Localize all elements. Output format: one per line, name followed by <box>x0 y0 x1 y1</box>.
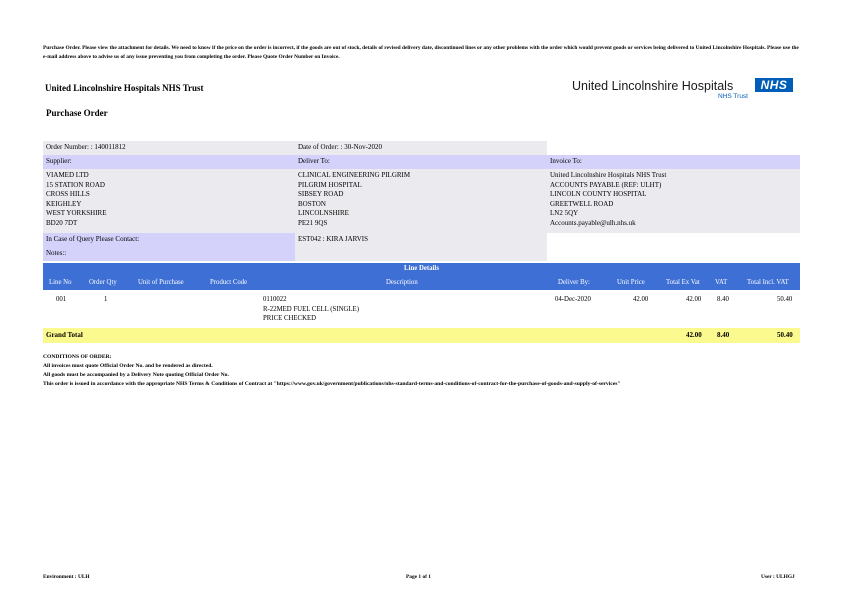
line-details-header <box>43 263 800 290</box>
col-total-incl-vat: Total Incl. VAT <box>747 279 789 286</box>
total-incl-vat: 50.40 <box>777 296 793 303</box>
condition-line: All goods must be accompanied by a Delivery Note quoting Official Order No. <box>43 372 229 378</box>
col-unit-price: Unit Price <box>617 279 645 286</box>
col-total-ex-vat: Total Ex Vat <box>666 279 700 286</box>
footer-page-number: Page 1 of 1 <box>406 574 432 580</box>
order-number: Order Number: : 140011812 <box>43 141 295 155</box>
condition-line: All invoices must quote Official Order No. and be rendered as directed. <box>43 363 213 369</box>
document-title: Purchase Order <box>46 108 108 118</box>
grand-total-ex-vat: 42.00 <box>686 331 702 339</box>
notes-label: Notes:: <box>43 247 295 261</box>
address-line: CLINICAL ENGINEERING PILGRIM <box>298 171 411 179</box>
line-no: 001 <box>56 296 67 303</box>
col-description: Description <box>386 279 418 286</box>
query-contact-label: In Case of Query Please Contact: <box>43 233 295 247</box>
nhs-trust-logo <box>572 77 796 103</box>
address-line: ACCOUNTS PAYABLE (REF: ULHT) <box>550 180 662 189</box>
address-line: 15 STATION ROAD <box>46 180 105 189</box>
footer-environment: Environment : ULH <box>43 574 90 580</box>
grand-total-row <box>43 328 800 343</box>
trust-name: United Lincolnshire Hospitals NHS Trust <box>45 83 204 93</box>
supplier-address <box>43 169 295 233</box>
address-line: PILGRIM HOSPITAL <box>298 180 362 189</box>
address-line: LN2 5QY <box>550 209 579 218</box>
deliver-to-address <box>295 169 547 233</box>
total-ex-vat: 42.00 <box>686 296 702 303</box>
line-details-caption: Line Details <box>404 265 439 272</box>
query-contact-value: EST042 : KIRA JARVIS <box>295 233 547 261</box>
col-line-no: Line No <box>49 279 72 286</box>
address-line: KEIGHLEY <box>46 199 82 208</box>
condition-line: This order is issued in accordance with the appropriate NHS Terms & Conditions of Contract at "https://www.gov.uk/government/publications/nhs-standard-terms-and-conditions-of-contract-for-the-purchase-of-goods-and-supply-of-services" <box>43 381 621 387</box>
col-deliver-by: Deliver By: <box>558 279 590 286</box>
unit-price: 42.00 <box>633 296 649 303</box>
col-vat: VAT <box>715 279 728 286</box>
address-line: LINCOLNSHIRE <box>298 209 349 218</box>
logo-text: United Lincolnshire Hospitals <box>572 79 734 93</box>
col-order-qty: Order Qty <box>89 279 117 286</box>
deliver-to-heading: Deliver To: <box>295 155 547 169</box>
conditions-of-order <box>43 353 803 389</box>
supplier-heading: Supplier: <box>43 155 295 169</box>
address-line: GREETWELL ROAD <box>550 199 614 208</box>
invoice-to-address <box>547 169 800 233</box>
address-line: VIAMED LTD <box>46 171 89 179</box>
logo-subtitle: NHS Trust <box>718 93 748 100</box>
vat-amount: 8.40 <box>717 296 729 303</box>
grand-total-label: Grand Total <box>46 331 83 339</box>
address-line: LINCOLN COUNTY HOSPITAL <box>550 190 647 199</box>
address-line: WEST YORKSHIRE <box>46 209 107 218</box>
address-line: United Lincolnshire Hospitals NHS Trust <box>550 171 667 179</box>
product-code: 0110022 <box>263 296 287 303</box>
product-note: PRICE CHECKED <box>263 315 317 322</box>
col-product-code: Product Code <box>210 279 248 286</box>
nhs-logo-icon: NHS <box>755 78 793 92</box>
grand-total-vat: 8.40 <box>717 331 730 339</box>
order-qty: 1 <box>104 296 108 303</box>
invoice-to-heading: Invoice To: <box>547 155 800 169</box>
address-line: SIBSEY ROAD <box>298 190 344 199</box>
order-notice: Purchase Order. Please view the attachment for details. We need to know if the price on the order is incorrect, if the goods are out of stock, details of revised delivery date, discontinued lines or any other problems with the order which would prevent goods or services being delivered to United Lincolnshire Hospitals. Please use the e-mail address above to advise us of any issue preventing you from completing the order. Please Quote Order Number on Invoice. <box>43 45 799 60</box>
grand-total-incl-vat: 50.40 <box>777 331 793 339</box>
deliver-by-date: 04-Dec-2020 <box>555 296 591 303</box>
address-line: PE21 9QS <box>298 218 328 227</box>
product-description: R-22MED FUEL CELL (SINGLE) <box>263 305 359 313</box>
invoice-email: Accounts.payable@ulh.nhs.uk <box>550 218 636 227</box>
order-date: Date of Order: : 30-Nov-2020 <box>295 141 547 155</box>
footer-user: User : ULHGJ <box>761 574 795 580</box>
address-line: CROSS HILLS <box>46 190 90 199</box>
col-unit-of-purchase: Unit of Purchase <box>138 279 184 286</box>
conditions-heading: CONDITIONS OF ORDER: <box>43 354 112 360</box>
line-description <box>263 295 359 324</box>
address-line: BOSTON <box>298 199 326 208</box>
address-line: BD20 7DT <box>46 218 78 227</box>
